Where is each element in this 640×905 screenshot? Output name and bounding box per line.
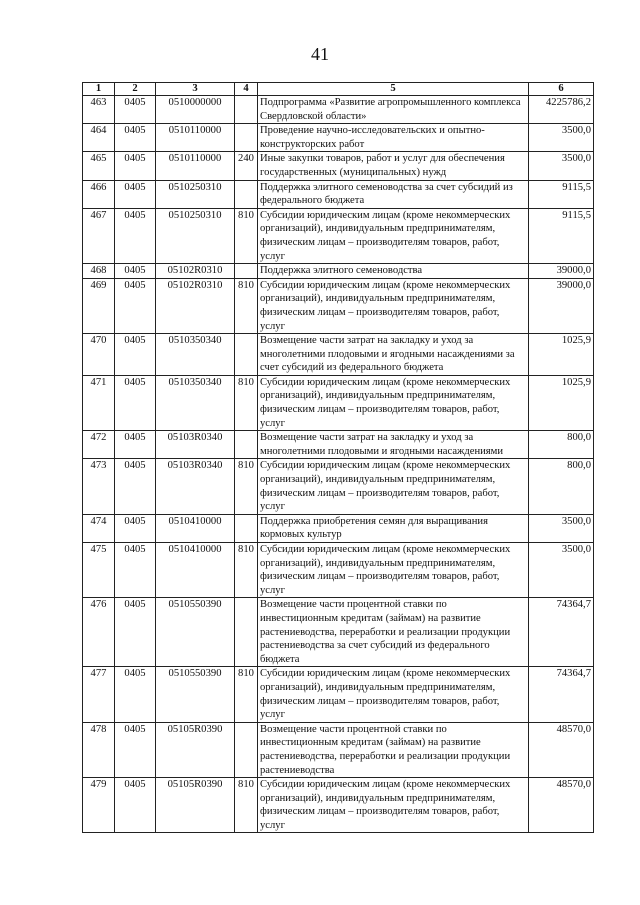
item-name-cell bbox=[258, 278, 529, 333]
item-name-line: Иные закупки товаров, работ и услуг для обеспечения bbox=[260, 153, 505, 165]
target-code-cell: 05102R0310 bbox=[156, 278, 235, 333]
item-name-line: Возмещение части затрат на закладку и уход за bbox=[260, 432, 474, 444]
item-name-line: Субсидии юридическим лицам (кроме некоммерческих bbox=[260, 544, 511, 555]
item-name-line: физическим лицам – производителям товаров, работ, bbox=[260, 695, 500, 707]
section-code-cell: 0405 bbox=[115, 514, 156, 542]
target-code-cell: 05103R0340 bbox=[156, 459, 235, 514]
row-number-cell: 463 bbox=[83, 96, 115, 124]
item-name-line: услуг bbox=[260, 417, 285, 429]
item-name-line: растениеводства за счет субсидий из федерального bbox=[260, 640, 490, 652]
item-name-line: физическим лицам – производителям товаров, работ, bbox=[260, 306, 500, 318]
item-name-line: физическим лицам – производителям товаров, работ, bbox=[260, 404, 500, 416]
item-name-line: государственных (муниципальных) нужд bbox=[260, 166, 447, 178]
item-name-line: Субсидии юридическим лицам (кроме некоммерческих bbox=[260, 209, 511, 221]
item-name-line: инвестиционным кредитам (займам) на развитие bbox=[260, 737, 481, 749]
table-row bbox=[83, 278, 594, 333]
item-name-cell bbox=[258, 152, 529, 180]
expense-type-cell bbox=[235, 96, 258, 124]
target-code-cell: 0510110000 bbox=[156, 124, 235, 152]
budget-table bbox=[82, 82, 594, 833]
expense-type-cell: 240 bbox=[235, 152, 258, 180]
item-name-cell bbox=[258, 208, 529, 263]
header-col-6: 6 bbox=[529, 83, 594, 96]
row-number-cell: 464 bbox=[83, 124, 115, 152]
item-name-line: Субсидии юридическим лицам (кроме некоммерческих bbox=[260, 279, 511, 291]
item-name-line: инвестиционным кредитам (займам) на развитие bbox=[260, 612, 481, 624]
item-name-line: растениеводства, переработки и реализации продукции bbox=[260, 626, 511, 638]
table-row bbox=[83, 375, 594, 430]
item-name-line: Возмещение части затрат на закладку и уход за bbox=[260, 335, 474, 347]
item-name-line: организаций), индивидуальным предпринимателям, bbox=[260, 792, 496, 804]
item-name-cell bbox=[258, 180, 529, 208]
row-number-cell: 469 bbox=[83, 278, 115, 333]
item-name-cell bbox=[258, 96, 529, 124]
row-number-cell: 472 bbox=[83, 431, 115, 459]
row-number-cell: 479 bbox=[83, 778, 115, 833]
item-name-line: кормовых культур bbox=[260, 529, 342, 541]
target-code-cell: 0510410000 bbox=[156, 543, 235, 598]
amount-cell: 3500,0 bbox=[529, 543, 594, 598]
section-code-cell: 0405 bbox=[115, 124, 156, 152]
section-code-cell: 0405 bbox=[115, 778, 156, 833]
expense-type-cell bbox=[235, 598, 258, 667]
row-number-cell: 476 bbox=[83, 598, 115, 667]
section-code-cell: 0405 bbox=[115, 152, 156, 180]
amount-cell: 39000,0 bbox=[529, 278, 594, 333]
item-name-line: организаций), индивидуальным предпринимателям, bbox=[260, 293, 496, 305]
item-name-line: организаций), индивидуальным предпринимателям, bbox=[260, 223, 496, 235]
item-name-line: Поддержка элитного семеноводства bbox=[260, 265, 423, 277]
table-row bbox=[83, 667, 594, 722]
table-row bbox=[83, 208, 594, 263]
target-code-cell: 0510550390 bbox=[156, 598, 235, 667]
item-name-line: Возмещение части процентной ставки по bbox=[260, 723, 447, 735]
expense-type-cell: 810 bbox=[235, 375, 258, 430]
target-code-cell: 05105R0390 bbox=[156, 722, 235, 777]
amount-cell: 3500,0 bbox=[529, 514, 594, 542]
expense-type-cell bbox=[235, 264, 258, 279]
item-name-line: Субсидии юридическим лицам (кроме некоммерческих bbox=[260, 460, 511, 472]
item-name-line: организаций), индивидуальным предпринимателям, bbox=[260, 681, 496, 693]
expense-type-cell bbox=[235, 431, 258, 459]
item-name-line: многолетними плодовыми и ягодными насаждениями bbox=[260, 445, 504, 457]
target-code-cell: 0510110000 bbox=[156, 152, 235, 180]
expense-type-cell: 810 bbox=[235, 667, 258, 722]
amount-cell: 3500,0 bbox=[529, 152, 594, 180]
amount-cell: 48570,0 bbox=[529, 722, 594, 777]
item-name-line: физическим лицам – производителям товаров, работ, bbox=[260, 487, 500, 499]
item-name-cell bbox=[258, 375, 529, 430]
item-name-line: конструкторских работ bbox=[260, 138, 365, 150]
item-name-cell bbox=[258, 459, 529, 514]
section-code-cell: 0405 bbox=[115, 208, 156, 263]
item-name-line: счет субсидий из федерального бюджета bbox=[260, 362, 444, 374]
row-number-cell: 471 bbox=[83, 375, 115, 430]
section-code-cell: 0405 bbox=[115, 431, 156, 459]
header-col-3: 3 bbox=[156, 83, 235, 96]
header-col-4: 4 bbox=[235, 83, 258, 96]
item-name-cell bbox=[258, 514, 529, 542]
section-code-cell: 0405 bbox=[115, 543, 156, 598]
section-code-cell: 0405 bbox=[115, 667, 156, 722]
amount-cell: 48570,0 bbox=[529, 778, 594, 833]
item-name-cell bbox=[258, 778, 529, 833]
target-code-cell: 05103R0340 bbox=[156, 431, 235, 459]
item-name-cell bbox=[258, 543, 529, 598]
item-name-line: организаций), индивидуальным предпринимателям, bbox=[260, 474, 496, 486]
section-code-cell: 0405 bbox=[115, 722, 156, 777]
item-name-line: многолетними плодовыми и ягодными насаждениями за bbox=[260, 348, 515, 360]
amount-cell: 800,0 bbox=[529, 431, 594, 459]
table-row bbox=[83, 180, 594, 208]
row-number-cell: 478 bbox=[83, 722, 115, 777]
section-code-cell: 0405 bbox=[115, 375, 156, 430]
target-code-cell: 0510350340 bbox=[156, 334, 235, 376]
section-code-cell: 0405 bbox=[115, 334, 156, 376]
item-name-line: бюджета bbox=[260, 653, 300, 665]
amount-cell: 3500,0 bbox=[529, 124, 594, 152]
table-row bbox=[83, 459, 594, 514]
amount-cell: 1025,9 bbox=[529, 334, 594, 376]
item-name-cell bbox=[258, 124, 529, 152]
item-name-line: Поддержка элитного семеноводства за счет субсидий из bbox=[260, 181, 513, 193]
row-number-cell: 473 bbox=[83, 459, 115, 514]
section-code-cell: 0405 bbox=[115, 598, 156, 667]
item-name-line: Субсидии юридическим лицам (кроме некоммерческих bbox=[260, 668, 511, 680]
page-number: 41 bbox=[311, 44, 329, 64]
amount-cell: 4225786,2 bbox=[529, 96, 594, 124]
expense-type-cell: 810 bbox=[235, 778, 258, 833]
target-code-cell: 0510250310 bbox=[156, 208, 235, 263]
header-col-2: 2 bbox=[115, 83, 156, 96]
item-name-line: Возмещение части процентной ставки по bbox=[260, 599, 447, 611]
item-name-line: физическим лицам – производителям товаров, работ, bbox=[260, 571, 500, 583]
table-row bbox=[83, 778, 594, 833]
item-name-line: услуг bbox=[260, 584, 285, 596]
target-code-cell: 0510000000 bbox=[156, 96, 235, 124]
section-code-cell: 0405 bbox=[115, 264, 156, 279]
item-name-line: организаций), индивидуальным предпринимателям, bbox=[260, 557, 496, 569]
item-name-line: Проведение научно-исследовательских и опытно- bbox=[260, 125, 485, 137]
item-name-line: Субсидии юридическим лицам (кроме некоммерческих bbox=[260, 779, 511, 791]
row-number-cell: 466 bbox=[83, 180, 115, 208]
row-number-cell: 467 bbox=[83, 208, 115, 263]
item-name-line: услуг bbox=[260, 320, 285, 332]
item-name-cell bbox=[258, 598, 529, 667]
item-name-line: Субсидии юридическим лицам (кроме некоммерческих bbox=[260, 376, 511, 388]
table-row bbox=[83, 264, 594, 279]
expense-type-cell bbox=[235, 180, 258, 208]
table-row bbox=[83, 598, 594, 667]
item-name-line: услуг bbox=[260, 501, 285, 513]
amount-cell: 800,0 bbox=[529, 459, 594, 514]
item-name-cell bbox=[258, 431, 529, 459]
header-col-5: 5 bbox=[258, 83, 529, 96]
item-name-cell bbox=[258, 264, 529, 279]
expense-type-cell: 810 bbox=[235, 543, 258, 598]
expense-type-cell bbox=[235, 722, 258, 777]
table-row bbox=[83, 431, 594, 459]
table-row bbox=[83, 124, 594, 152]
item-name-line: физическим лицам – производителям товаров, работ, bbox=[260, 236, 500, 248]
amount-cell: 39000,0 bbox=[529, 264, 594, 279]
target-code-cell: 0510550390 bbox=[156, 667, 235, 722]
expense-type-cell bbox=[235, 124, 258, 152]
table-body bbox=[83, 96, 594, 833]
amount-cell: 74364,7 bbox=[529, 598, 594, 667]
item-name-line: организаций), индивидуальным предпринимателям, bbox=[260, 390, 496, 402]
expense-type-cell: 810 bbox=[235, 278, 258, 333]
table-row bbox=[83, 722, 594, 777]
expense-type-cell bbox=[235, 514, 258, 542]
item-name-cell bbox=[258, 334, 529, 376]
item-name-line: услуг bbox=[260, 250, 285, 262]
item-name-line: Поддержка приобретения семян для выращивания bbox=[260, 515, 488, 527]
item-name-line: растениеводства, переработки и реализации продукции bbox=[260, 750, 511, 762]
row-number-cell: 474 bbox=[83, 514, 115, 542]
table-header-row bbox=[83, 83, 594, 96]
item-name-line: услуг bbox=[260, 709, 285, 721]
item-name-line: услуг bbox=[260, 819, 285, 831]
header-col-1: 1 bbox=[83, 83, 115, 96]
target-code-cell: 05102R0310 bbox=[156, 264, 235, 279]
expense-type-cell bbox=[235, 334, 258, 376]
amount-cell: 1025,9 bbox=[529, 375, 594, 430]
row-number-cell: 468 bbox=[83, 264, 115, 279]
target-code-cell: 0510410000 bbox=[156, 514, 235, 542]
section-code-cell: 0405 bbox=[115, 180, 156, 208]
item-name-line: растениеводства bbox=[260, 764, 335, 776]
amount-cell: 9115,5 bbox=[529, 208, 594, 263]
section-code-cell: 0405 bbox=[115, 459, 156, 514]
item-name-line: физическим лицам – производителям товаров, работ, bbox=[260, 806, 500, 818]
section-code-cell: 0405 bbox=[115, 278, 156, 333]
table-row bbox=[83, 334, 594, 376]
target-code-cell: 0510250310 bbox=[156, 180, 235, 208]
amount-cell: 74364,7 bbox=[529, 667, 594, 722]
item-name-line: Подпрограмма «Развитие агропромышленного комплекса bbox=[260, 97, 521, 108]
amount-cell: 9115,5 bbox=[529, 180, 594, 208]
target-code-cell: 0510350340 bbox=[156, 375, 235, 430]
row-number-cell: 470 bbox=[83, 334, 115, 376]
table-row bbox=[83, 96, 594, 124]
expense-type-cell: 810 bbox=[235, 459, 258, 514]
table-row bbox=[83, 543, 594, 598]
row-number-cell: 465 bbox=[83, 152, 115, 180]
row-number-cell: 475 bbox=[83, 543, 115, 598]
target-code-cell: 05105R0390 bbox=[156, 778, 235, 833]
item-name-line: федерального бюджета bbox=[260, 195, 365, 207]
item-name-cell bbox=[258, 722, 529, 777]
table-row bbox=[83, 514, 594, 542]
row-number-cell: 477 bbox=[83, 667, 115, 722]
expense-type-cell: 810 bbox=[235, 208, 258, 263]
item-name-cell bbox=[258, 667, 529, 722]
item-name-line: Свердловской области» bbox=[260, 110, 367, 122]
table-row bbox=[83, 152, 594, 180]
section-code-cell: 0405 bbox=[115, 96, 156, 124]
